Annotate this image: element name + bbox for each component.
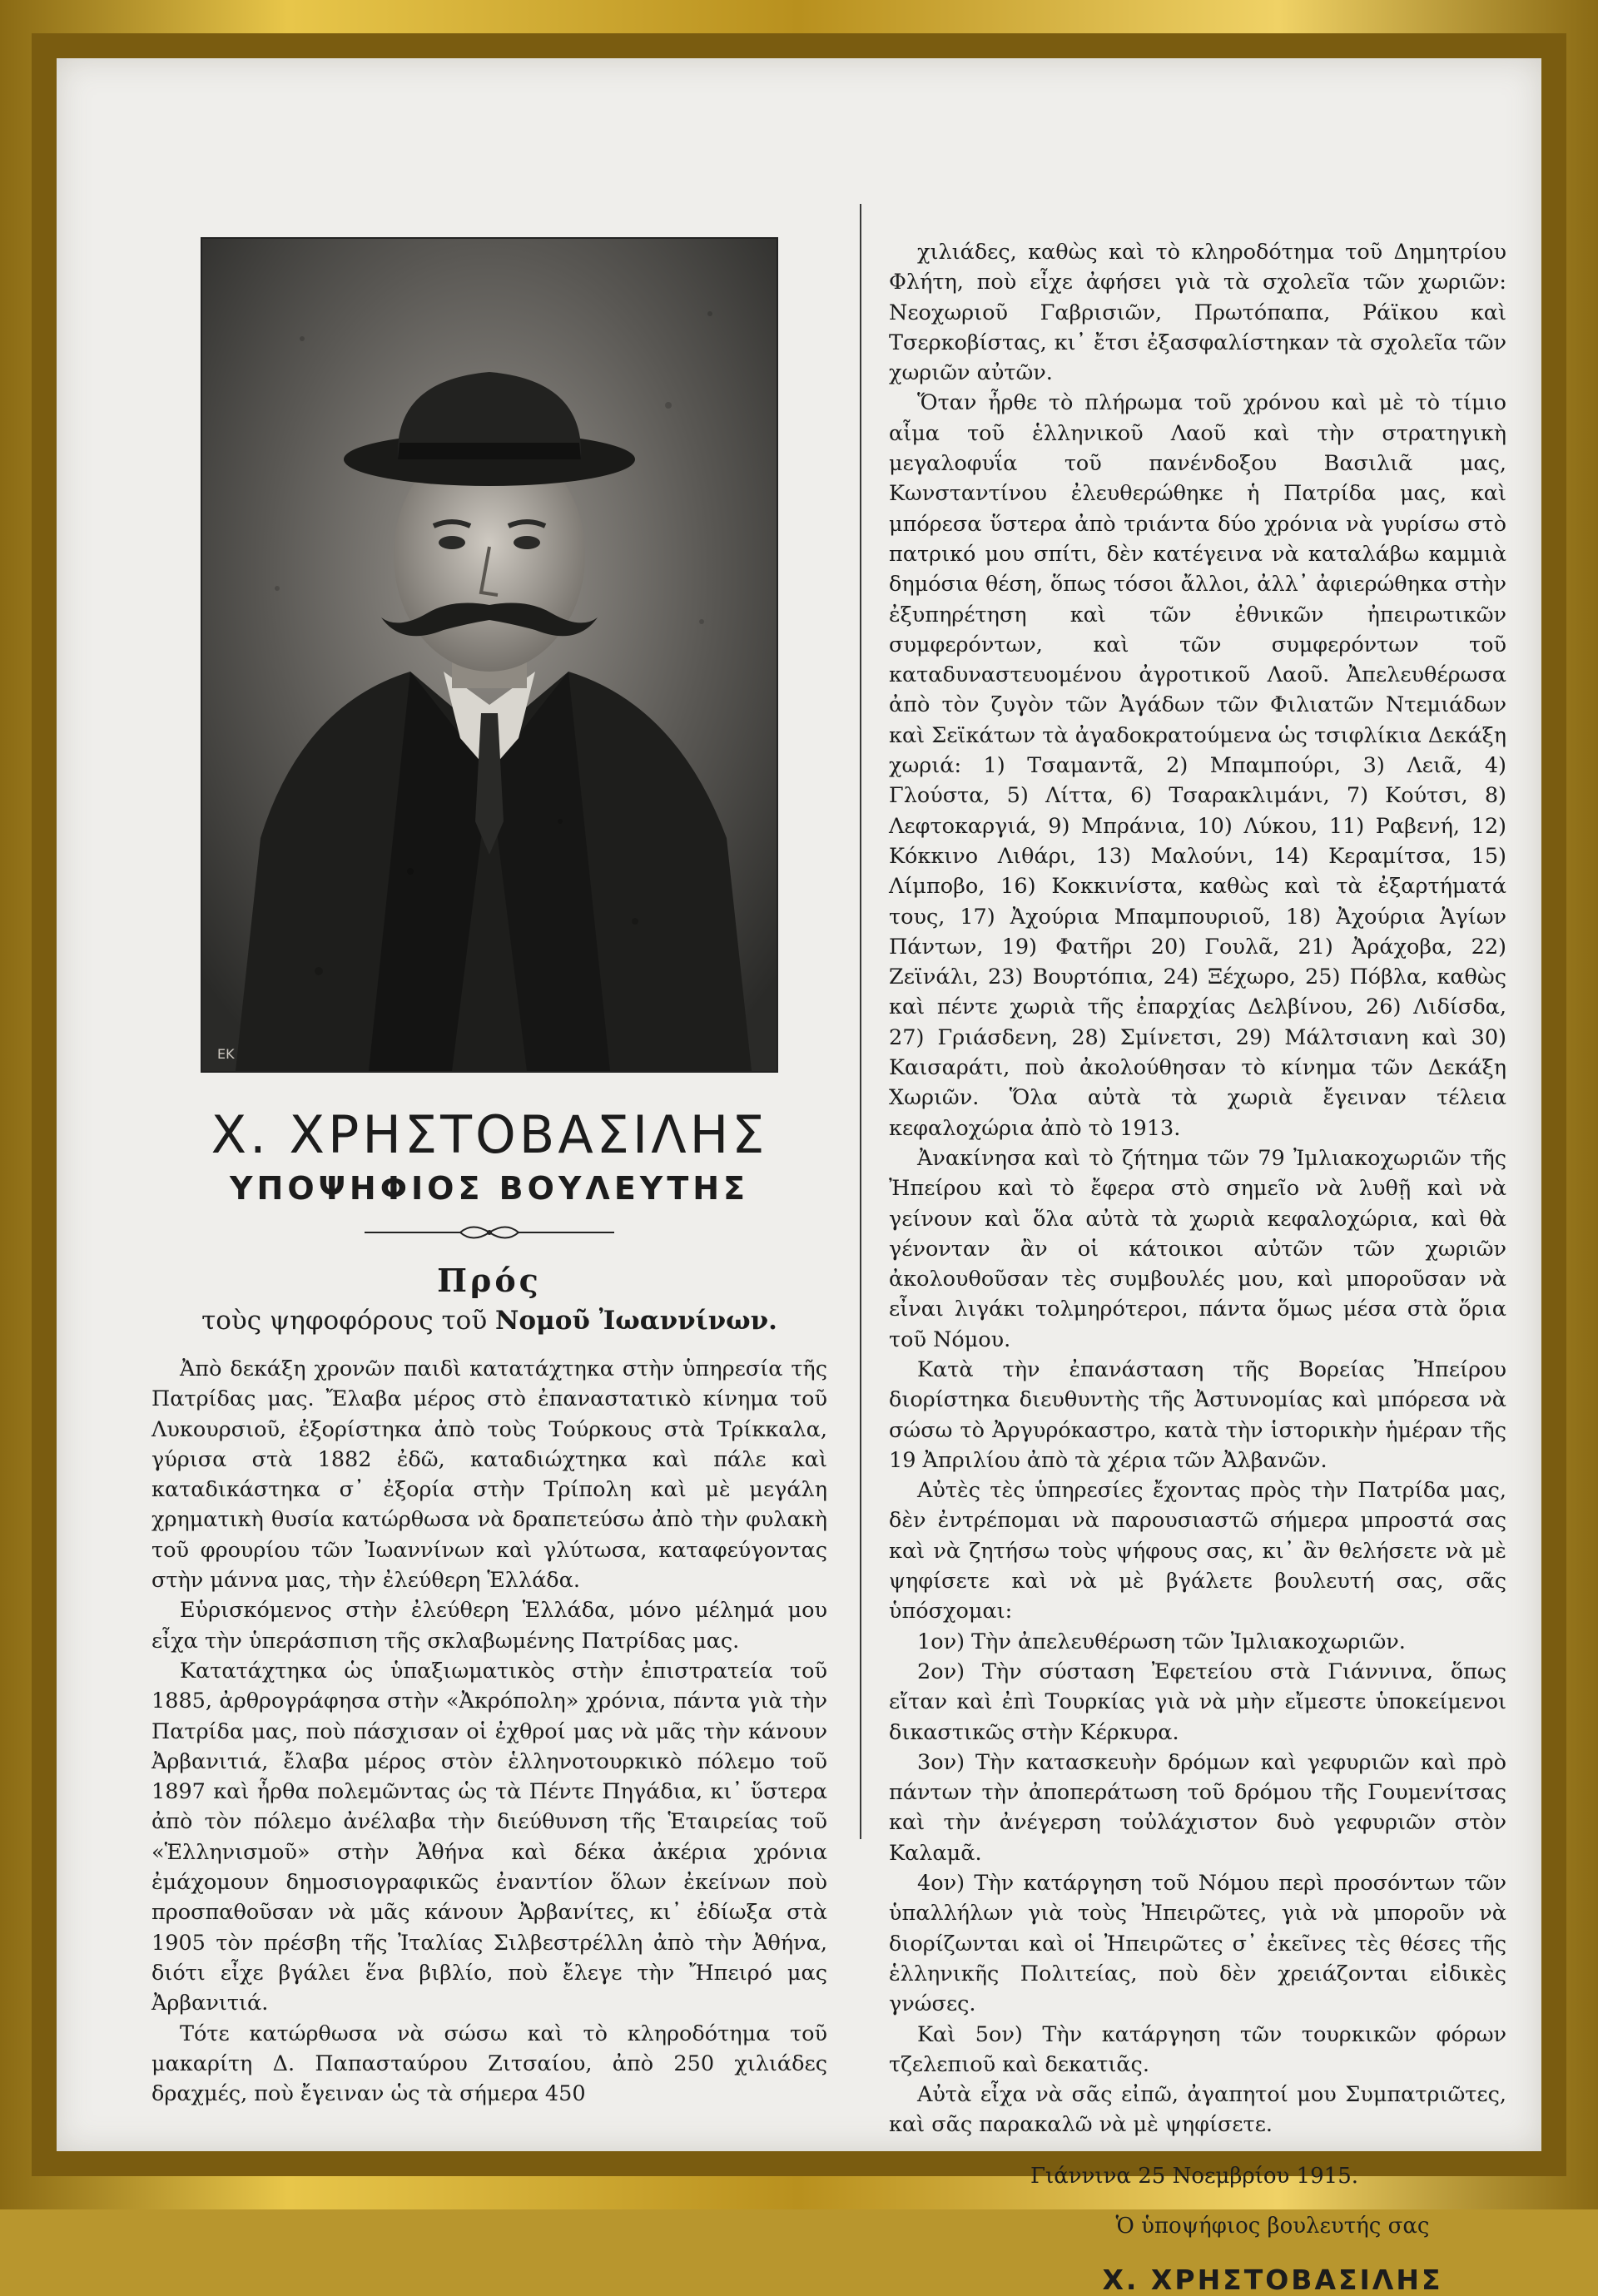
paragraph: Κατὰ τὴν ἐπανάσταση τῆς Βορείας Ἠπείρου διορίστηκα διευθυντὴς τῆς Ἀστυνομίας καὶ μπόρεσα νὰ σώσω τὸ Ἀργυρόκαστρο, κατὰ τὴν ἱστορικὴν ἡμέραν τῆς 19 Ἀπριλίου ἀπὸ τὰ χέρια τῶν Ἀλβανῶν. <box>889 1356 1506 1473</box>
candidate-subtitle: ΥΠΟΨΗΦΙΟΣ ΒΟΥΛΕΥΤΗΣ <box>230 1170 749 1207</box>
left-body-text <box>148 1354 831 2109</box>
poster-sheet <box>57 58 1541 2296</box>
paragraph: Αὐτὰ εἶχα νὰ σᾶς εἰπῶ, ἀγαπητοί μου Συμπατριῶτες, καὶ σᾶς παρακαλῶ νὰ μὲ ψηφίσετε. <box>889 2082 1506 2138</box>
paragraph: Αὐτὲς τὲς ὑπηρεσίες ἔχοντας πρὸς τὴν Πατρίδα μας, δὲν ἐντρέπομαι νὰ παρουσιαστῶ σήμερα μπροστά σας καὶ νὰ ζητήσω τοὺς ψήφους σας, κι᾽ ἂν θελήσετε νὰ μὲ ψηφίσετε καὶ νὰ μὲ βγάλετε βουλευτή σας, σᾶς ὑπόσχομαι: <box>889 1478 1506 1624</box>
paragraph: Ἀπὸ δεκάξη χρονῶν παιδὶ κατατάχτηκα στὴν ὑπηρεσία τῆς Πατρίδας μας. Ἔλαβα μέρος στὸ ἐπαναστατικὸ κίνημα τοῦ Λυκουρσιοῦ, ἐξορίστηκα ἀπὸ τοὺς Τούρκους στὰ Τρίκκαλα, γύρισα στὰ 1882 ἐδῶ, καταδιώχτηκα καὶ πάλε καὶ καταδικάστηκα σ᾽ ἐξορία στὴν Τρίπολη καὶ μὲ μεγάλη χρηματικὴ θυσία κατώρθωσα νὰ δραπετεύσω ἀπὸ τὴν φυλακὴ τοῦ φρουρίου τῶν Ἰωαννίνων καὶ γλύτωσα, καταφεύγοντας στὴν μάννα μας, τὴν ἐλεύθερη Ἑλλάδα. <box>151 1356 827 1594</box>
candidate-name: Χ. ΧΡΗΣΤΟΒΑΣΙΛΗΣ <box>211 1104 768 1165</box>
portrait-engraver-mark: ΕΚ <box>217 1046 235 1062</box>
ornament-divider <box>365 1222 614 1243</box>
paragraph: Ἀνακίνησα καὶ τὸ ζήτημα τῶν 79 Ἰμλιακοχωριῶν τῆς Ἠπείρου καὶ τὸ ἔφερα στὸ σημεῖο νὰ λυθῇ καὶ νὰ γείνουν καὶ ὅλα αὐτὰ τὰ χωριὰ κεφαλοχώρια, καὶ θὰ γένονταν ἂν οἱ κάτοικοι αὐτῶν τῶν χωριῶν ἀκολουθοῦσαν τὲς συμβουλές μου, καὶ μποροῦσαν νὰ εἶναι λιγάκι τολμηρότεροι, πάντα ὅμως μέσα στὰ ὅρια τοῦ Νόμου. <box>889 1145 1506 1352</box>
left-column <box>148 237 831 2109</box>
frame-mat <box>32 33 1566 2296</box>
paragraph: Τότε κατώρθωσα νὰ σώσω καὶ τὸ κληροδότημα τοῦ μακαρίτη Δ. Παπασταύρου Ζιτσαίου, ἀπὸ 250 χιλιάδες δραχμές, ποὺ ἔγειναν ὡς τὰ σήμερα 450 <box>151 2021 827 2107</box>
address-prefecture: Νομοῦ Ἰωαννίνων. <box>495 1306 777 1336</box>
promise-item: 1ον) Τὴν ἀπελευθέρωση τῶν Ἰμλιακοχωριῶν. <box>917 1629 1406 1654</box>
paragraph: χιλιάδες, καθὼς καὶ τὸ κληροδότημα τοῦ Δημητρίου Φλήτη, ποὺ εἶχε ἀφήσει γιὰ τὰ σχολεῖα τῶν χωριῶν: Νεοχωριοῦ Γαβρισιῶν, Πρωτόπαπα, Ράϊκου καὶ Τσερκοβίστας, κι᾽ ἔτσι ἐξασφαλίστηκαν τὰ σχολεῖα τῶν χωριῶν αὐτῶν. <box>889 240 1506 386</box>
address-prefix: τοὺς ψηφοφόρους τοῦ <box>201 1306 496 1336</box>
address-heading: Πρός <box>437 1262 542 1299</box>
column-divider <box>860 204 861 1839</box>
promise-item: 4ον) Τὴν κατάργηση τοῦ Νόμου περὶ προσόντων τῶν ὑπαλλήλων γιὰ τοὺς Ἠπειρῶτες, γιὰ νὰ μποροῦν νὰ διορίζωνται καὶ οἱ Ἠπειρῶτες σ᾽ ἐκεῖνες τὲς θέσες τῆς ἑλληνικῆς Πολιτείας, ποὺ δὲν χρειάζονται εἰδικὲς γνώσες. <box>889 1871 1506 2017</box>
promise-item: 2ον) Τὴν σύσταση Ἐφετείου στὰ Γιάννινα, ὅπως εἴταν καὶ ἐπὶ Τουρκίας γιὰ νὰ μὴν εἴμεστε ὑποκείμενοι δικαστικῶς στὴν Κέρκυρα. <box>889 1659 1506 1745</box>
promise-item: 3ον) Τὴν κατασκευὴν δρόμων καὶ γεφυριῶν καὶ πρὸ πάντων τὴν ἀποπεράτωση τοῦ δρόμου τῆς Γουμενίτσας καὶ τὴν ἀνέγερση τοὐλάχιστον δυὸ γεφυριῶν στὸν Καλαμᾶ. <box>889 1749 1506 1866</box>
portrait-image <box>202 239 777 1071</box>
right-column <box>889 237 1506 2296</box>
signature-name: Χ. ΧΡΗΣΤΟΒΑΣΙΛΗΣ <box>1102 2263 1443 2296</box>
address-subheading <box>148 1306 831 1336</box>
paragraph: Εὑρισκόμενος στὴν ἐλεύθερη Ἑλλάδα, μόνο μέλημά μου εἶχα τὴν ὑπεράσπιση τῆς σκλαβωμένης Πατρίδας μας. <box>151 1598 827 1654</box>
date-line: Γιάννινα 25 Νοεμβρίου 1915. <box>1030 2163 1359 2189</box>
paragraph: Ὅταν ἦρθε τὸ πλήρωμα τοῦ χρόνου καὶ μὲ τὸ τίμιο αἷμα τοῦ ἑλληνικοῦ Λαοῦ καὶ τὴν στρατηγικὴ μεγαλοφυΐα τοῦ πανένδοξου Βασιλιᾶ μας, Κωνσταντίνου ἐλευθερώθηκε ἡ Πατρίδα μας, καὶ μπόρεσα ὕστερα ἀπὸ τριάντα δύο χρόνια νὰ γυρίσω στὸ πατρικό μου σπίτι, δὲν κατέγεινα νὰ καταλάβω καμμιὰ δημόσια θέση, ὅπως τόσοι ἄλλοι, ἀλλ᾽ ἀφιερώθηκα στὴν ἐξυπηρέτηση καὶ τῶν ἐθνικῶν ἠπειρωτικῶν συμφερόντων, καὶ τῶν συμφερόντων τοῦ καταδυναστευομένου ἀγροτικοῦ Λαοῦ. Ἀπελευθέρωσα ἀπὸ τὸν ζυγὸν τῶν Ἀγάδων τῶν Φιλιατῶν Ντεμιάδων καὶ Σεϊκάτων τὰ ἀγαδοκρατούμενα ὡς τσιφλίκια Δεκάξη χωριά: 1) Τσαμαντᾶ, 2) Μπαμπούρι, 3) Λειᾶ, 4) Γλούστα, 5) Λίττα, 6) Τσαρακλιμάνι, 7) Κούτσι, 8) Λεφτοκαργιά, 9) Μπράνια, 10) Λύκου, 11) Ραβενή, 12) Κόκκινο Λιθάρι, 13) Μαλούνι, 14) Κεραμίτσα, 15) Λίμποβο, 16) Κοκκινίστα, καθὼς καὶ τὰ ἐξαρτήματά τους, 17) Ἀχούρια Μπαμπουριοῦ, 18) Ἀχούρια Ἁγίων Πάντων, 19) Φατῆρι 20) Γουλᾶ, 21) Ἀράχοβα, 22) Ζεϊνάλι, 23) Βουρτόπια, 24) Ξέχωρο, 25) Πόβλα, καθὼς καὶ πέντε χωριὰ τῆς ἐπαρχίας Δελβίνου, 26) Λιδίσδα, 27) Γριάσδενη, 28) Σμίνετσι, 29) Μάλτσιανη καὶ 30) Καισαράτι, ποὺ ἀκολούθησαν τὸ κίνημα τῶν Δεκάξη Χωριῶν. Ὅλα αὐτὰ τὰ χωριὰ ἔγειναν τέλεια κεφαλοχώρια ἀπὸ τὸ 1913. <box>889 390 1506 1141</box>
promise-item: Καὶ 5ον) Τὴν κατάργηση τῶν τουρκικῶν φόρων τζελεπιοῦ καὶ δεκατιᾶς. <box>889 2021 1506 2077</box>
signature-label: Ὁ ὑποψήφιος βουλευτής σας <box>1115 2213 1430 2239</box>
paragraph: Κατατάχτηκα ὡς ὑπαξιωματικὸς στὴν ἐπιστρατεία τοῦ 1885, ἀρθρογράφησα στὴν «Ἀκρόπολη» χρόνια, πάντα γιὰ τὴν Πατρίδα μας, ποὺ πάσχισαν οἱ ἐχθροί μας νὰ μᾶς τὴν κάνουν Ἀρβανιτιά, ἔλαβα μέρος στὸν ἑλληνοτουρκικὸ πόλεμο τοῦ 1897 καὶ ἦρθα πολεμῶντας ὡς τὰ Πέντε Πηγάδια, κι᾽ ὕστερα ἀπὸ τὸν πόλεμο ἀνέλαβα τὴν διεύθυνση τῆς Ἑταιρείας τοῦ «Ἑλληνισμοῦ» στὴν Ἀθήνα καὶ δέκα ἀκέρια χρόνια ἐμάχομουν δημοσιογραφικῶς ἐναντίον ὅλων ἐκείνων ποὺ προσπαθοῦσαν νὰ μᾶς κάνουν Ἀρβανίτες, κι᾽ ἐδίωξα στὰ 1905 τὸν πρέσβη τῆς Ἰταλίας Σιλβεστρέλλη ἀπὸ τὴν Ἀθήνα, διότι εἶχε βγάλει ἕνα βιβλίο, ποὺ ἔλεγε τὴν Ἤπειρό μας Ἀρβανιτιά. <box>151 1658 827 2016</box>
candidate-portrait <box>201 237 778 1073</box>
